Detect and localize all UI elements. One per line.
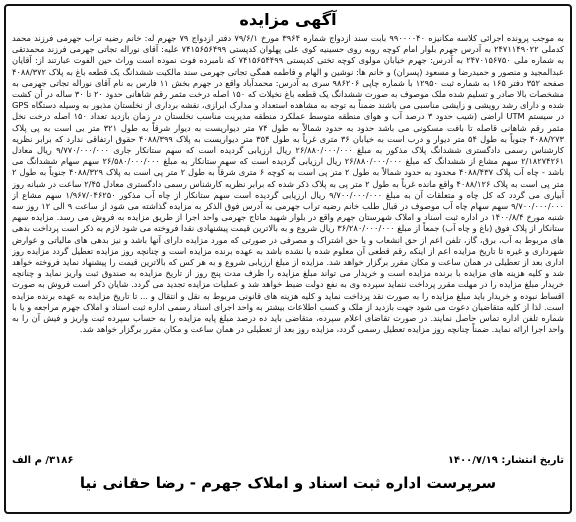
signature-line: سرپرست اداره ثبت اسناد و املاک جهرم - رضا حقانی نیا bbox=[79, 474, 497, 492]
notice-body: به موجب پرونده اجرائی کلاسه مکانیزه ۹۹۰۰۰۰۴۰ بابت سند ازدواج شماره ۳۹۶۴ مورخ ۷۹/۶/۱ دفتر ازدواج ۷۹ جهرم له: خانم رضیه تراب جهرمی فرزند محمد کدملی ۲۴۷۱۱۴۹۰۲۲ به آدرس جهرم بلوار امام کوچه روبه روی حسینیه کوی علی پهلوان کدپستی ۷۴۱۵۶۵۶۴۹۹ علیه: آقای نوراله تجاتی جهرمی فرزند محمدتقی به شماره ملی ۲۴۷۰۱۵۶۷۵۰ به آدرس: جهرم خیابان مولوی کوچه تختی کدپستی ۷۴۱۵۶۵۴۴۹۹ که نامبرده فوت نموده است وراث حین الفوت عبارتند از: آقایان عبدالمجید و منصور و حمیدرضا و مسعود (پسران) و خانم ها: نوشین و الهام و فاطمه همگی تجاتی جهرمی سند مالکیت ششدانگ یک قطعه باغ به پلاک ۴۰۸۸/۳۷۲ صفحه ۳۵۲ دفتر ۱۶۵ به شماره ثبت ۱۲۹۵۰ با شماره چاپی ۹۸۶۲۰۶ سری به آدرس: محمدآباد واقع در جهرم بخش ۱۱ فارس به نام آقای نوراله تجاتی جهرمی به مشخصات بالا صادر و تسلیم شده ملک موصوف به صورت ششدانگ یک قطعه باغ نخیلات که ۱۵۰ اصله درخت مثمر رقم شاهانی حدود ۲۰ تا ۳۰ ساله در آن کشت شده و دارای رشد رویشی و زایشی مناسبی می باشند ضمناً به توجه به مشاهده استعداد و مدارک ابرازی، نقشه برداری از نخلستان مذبور به وسیله دستگاه GPS در سیستم UTM اراضی (شیب حدود ۳ درصد آب و هوای منطقه متوسط عملکرد منطقه مدیریت مناسب نخلستان در زمان بازدید تعداد ۱۵۰ اصله درخت نخل مثمر رقم شاهانی قاصله تا بافت مسکونی می باشد حدود به حدود شمالاً به طول ۷۴ متر دیواریست به دیوار شرقاً به طول ۳۲۱ متر بی است به پی پلاک ۴۰۸۸/۲۷۳ جنوباً به طول ۵۴ متر دیوار و درب است به خیابان ۳۶ متری غرباً به طول ۳۵۴ متر دیواریست به پلاک ۴۰۸۸/۳۹۹ حقوق ارتفاقی ندارد که برابر نظریه کارشناس رسمی دادگستری ششدانگ پلاک مذکور به مبلغ ۲۶/۸۸۰/۰۰۰/۰۰۰ ریال ارزیابی گردیده است که سهم ستانکار جاری ۹/۷۷۰/۰۰۰/۰۰۰ ریال معادل ۲/۱۸۲۷۴۲۶۱ سهم مشاع از ششدانگ که مبلغ ۲۶/۸۸۰/۰۰۰/۰۰۰ ریال ارزیابی گردیده است که سهم ستانکار به مبلغ ۲۶/۵۸۰/۰۰۰/۰۰۰ سهم سهام ششدانگ می باشد - چاه آب پلاک ۴۰۸۸/۴۳۷ محدود به حدود شمالاً به طول ۲ متر پی است به کوچه ۶ متری شرقاً به طول ۲ متر پی است به پلاک ۴۰۸۸/۳۲۹ جنوباً به طول ۲ متر پی است به پلاک ۴۰۸۸/۱۲۶ واقع مانده غرباً به طول ۲ متر پی به پلاک ذکر شده که برابر نظریه کارشناس رسمی دادگستری معادل ۲/۴۵ ساعت در شبانه روز آبیاری می گردد که کل چاه و متعلقات آن به مبلغ ۹/۷۰۰/۰۰۰/۰۰۰ ریال ارزیابی گردیده است سهم ستانکار از چاه آب مذکور ۱/۹۶۷/۰۴۶۲۵۰ سهم مشاع از ۹/۷۰۰/۰۰۰/۰۰۰ سهم سهام چاه آب موصوف در قبال طلب خانم رضیه تراب جهرمی به آدرس فوق الذکر به مزایده گذاشته می شود از ساعت ۹ الی ۱۲ روز سه شنبه مورخ ۱۴۰۰/۸/۴ در اداره ثبت اسناد و املاک شهرستان جهرم واقع در بلوار شهید ماتاج جهرمی واحد اجرا از طریق مزایده به فروش می رسد. مزایده سهم ستانکار از پلاک فوق (باغ و چاه آب) جمعاً از مبلغ ۳۶/۲۸۰/۰۰۰/۰۰۰ ریال شروع و به بالاترین قیمت پیشنهادی نقدا فروخته می شود لازم به ذکر است پرداخت بدهی های مربوط به آب، برق، گاز، تلفن اعم از حق انشعاب و یا حق اشتراک و مصرفی در صورتی که مورد مزایده دارای آنها باشد و نیز بدهی های مالیاتی و عوارض شهرداری و غیره تا تاریخ مزایده اعم از اینکه رقم قطعی آن معلوم شده یا نشده باشد به عهده برنده مزایده است و چنانچه روز مزایده تعطیل گردد مزایده روز اداری بعد از تعطیلی در همان ساعت و مکان مقرر برگزار خواهد شد. مزایده از مبلغ ارزیابی شروع و به هر کس که بالاترین قیمت را پیشنهاد نماید فروخته خواهد شد و کلیه هزینه های مزایده با برنده مزایده است و خریدار می تواند مبلغ مزایده را ظرف مدت پنج روز از تاریخ مزایده به صندوق ثبت واریز نماید و چنانچه خریدار مبلغ مزایده را در مهلت مقرر پرداخت ننماید سپرده وی به نفع دولت ضبط خواهد شد و عملیات مزایده تجدید می گردد. شایان ذکر است فروش به صورت اقساط نبوده و خریدار باید مبلغ مزایده را به صورت نقد پرداخت نماید و کلیه هزینه های قانونی مربوط به نقل و انتقال و ... تا تاریخ مزایده به عهده برنده مزایده است. لذا از کلیه متقاضیان دعوت می شود جهت بازدید از ملک و کسب اطلاعات بیشتر به واحد اجرای اسناد رسمی اداره ثبت اسناد و املاک جهرم مراجعه و یا با شماره تلفن اداره تماس حاصل نمایند. در صورت تقاضای اعلام سپرده، متقاضی باید ده درصد مبلغ پایه مزایده را به حساب سپرده ثبت واریز و فیش آن را به واحد اجرا ارائه نماید. ضمناً چنانچه روز مزایده تعطیل رسمی گردد، مزایده روز بعد از تعطیلی در همان ساعت و مکان مقرر برگزار خواهد شد. bbox=[12, 33, 564, 335]
notice-footer bbox=[12, 452, 564, 468]
reference-code: ۳۱۸۶/ م الف bbox=[12, 454, 74, 466]
notice-title: آگهی مزایده bbox=[239, 10, 337, 29]
publish-date: تاریخ انتشار: ۱۴۰۰/۷/۱۹ bbox=[447, 454, 564, 466]
auction-notice bbox=[4, 4, 572, 514]
